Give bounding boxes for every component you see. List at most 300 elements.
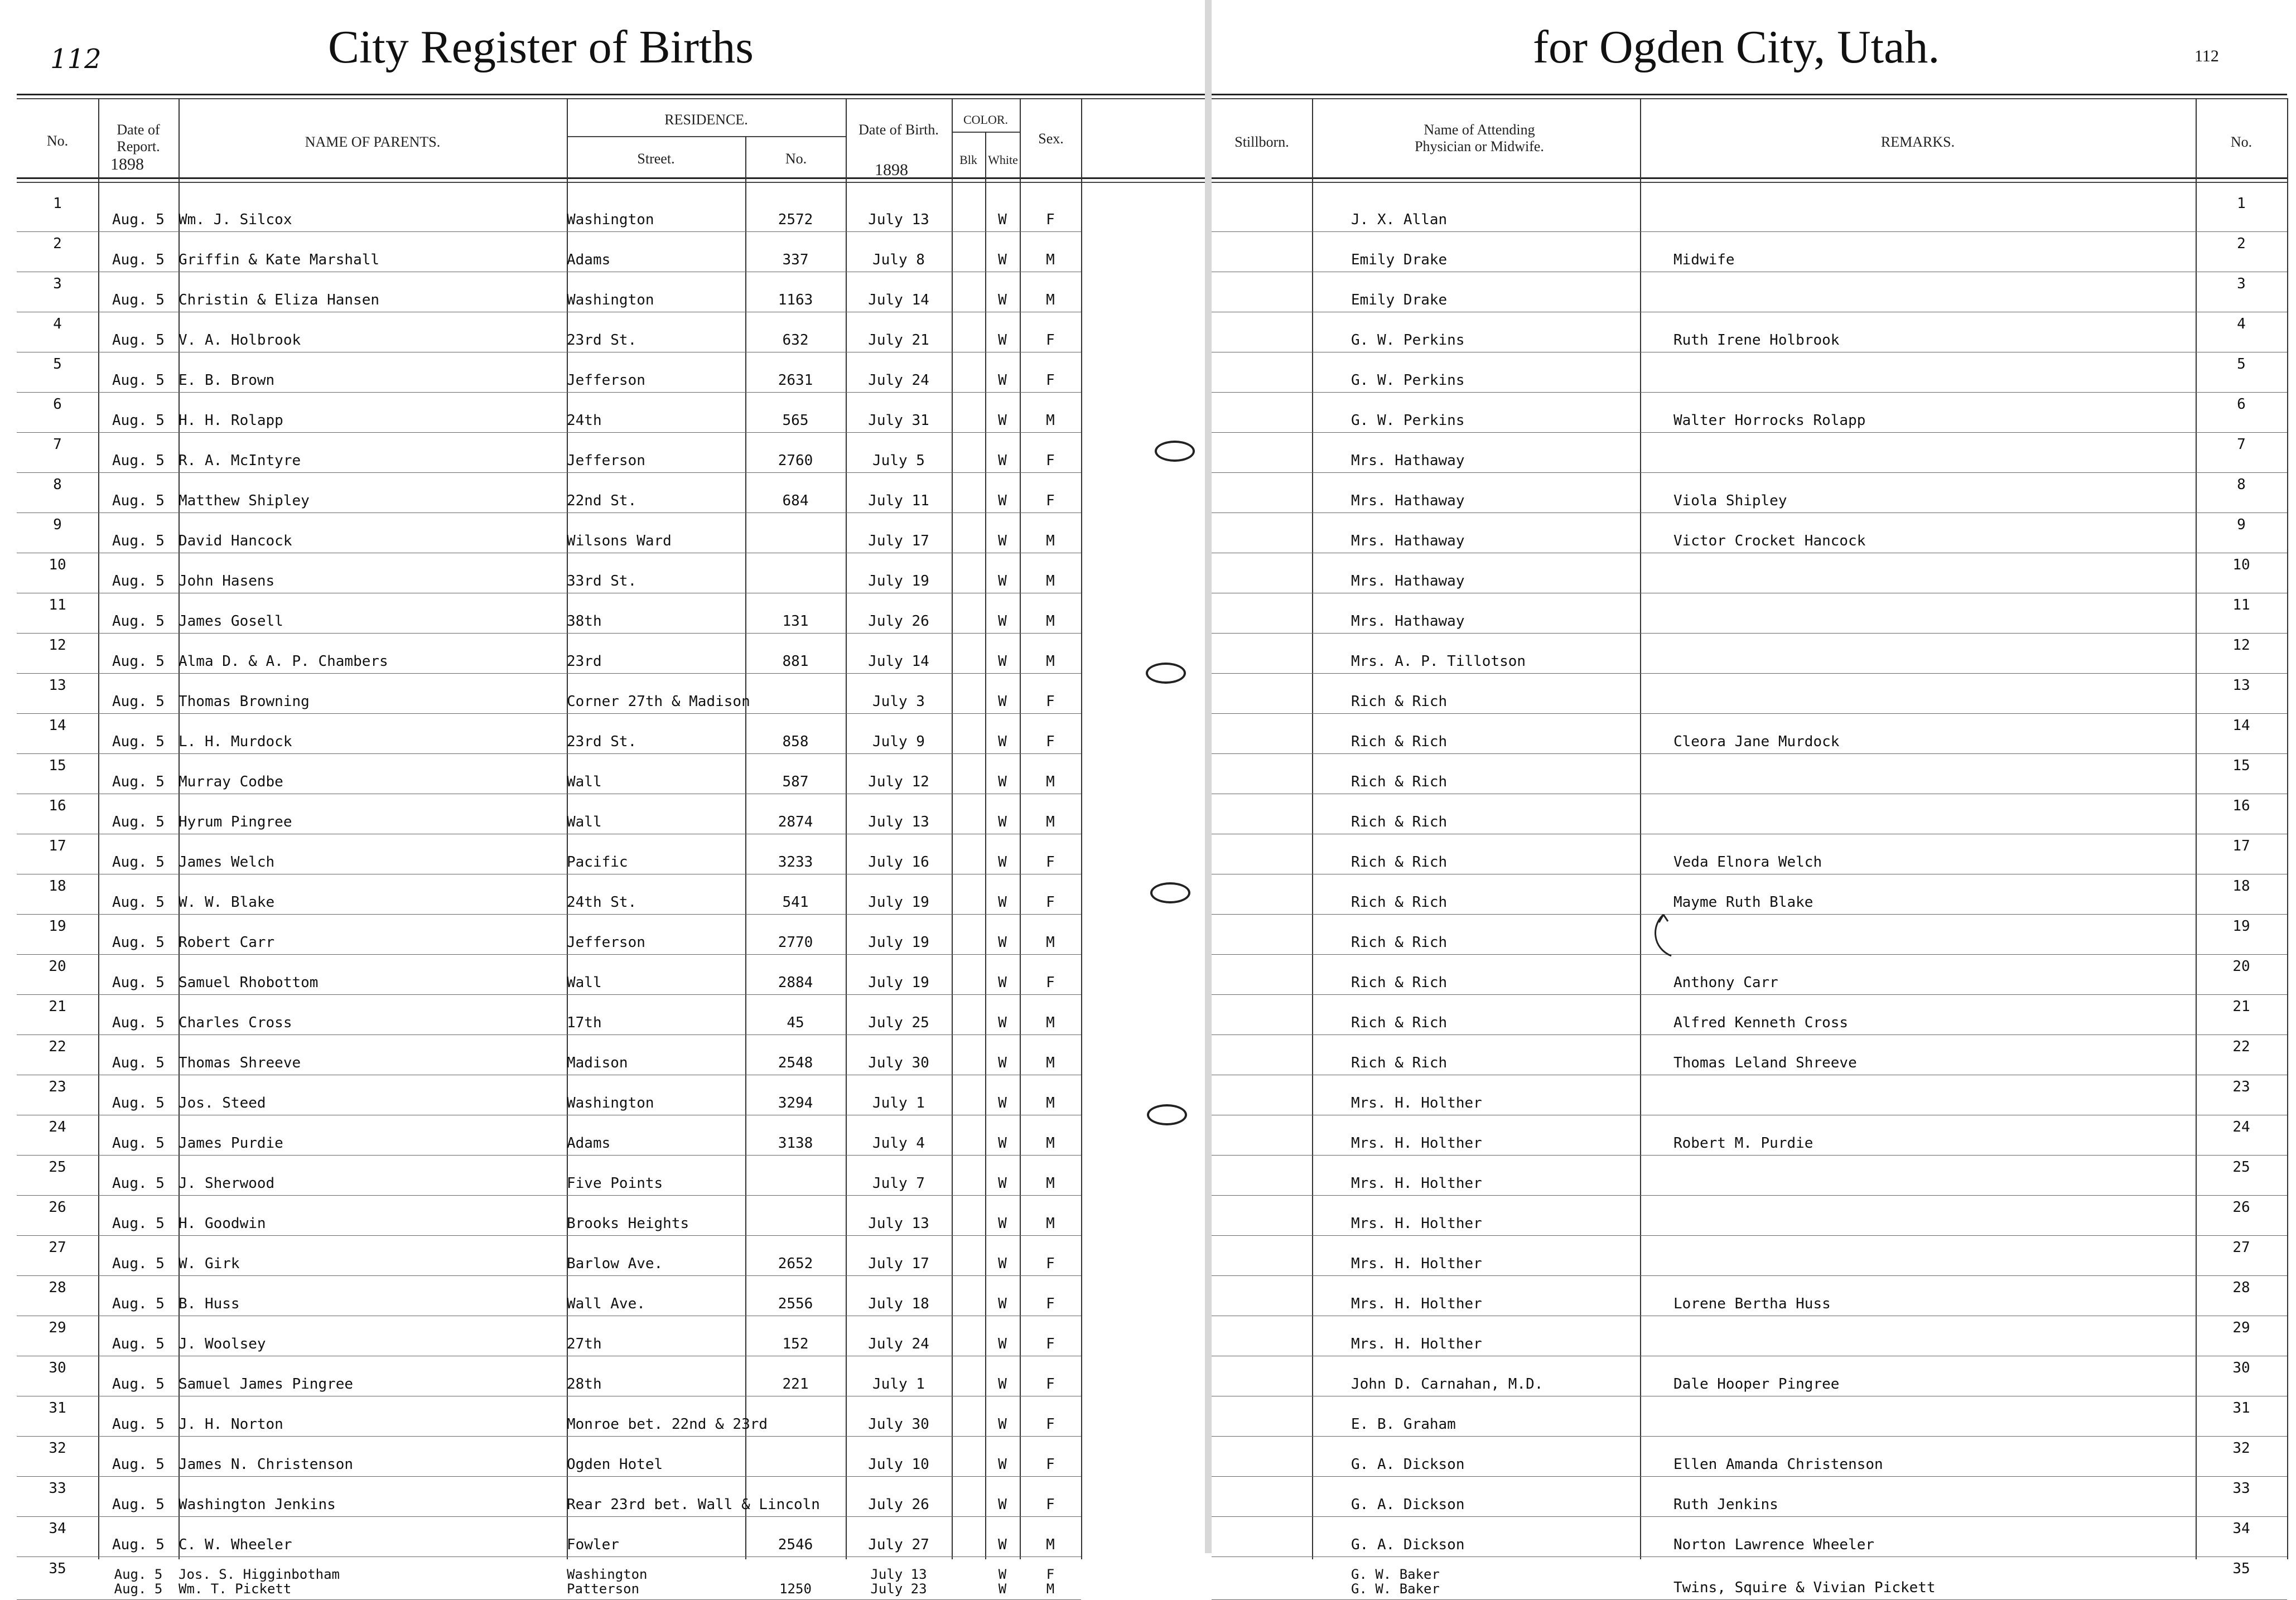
parents-name: James Welch xyxy=(179,834,567,874)
street-number: 3294 xyxy=(745,1075,846,1115)
sex xyxy=(1020,1557,1081,1600)
header-bottom-rule xyxy=(17,177,1205,179)
table-row xyxy=(1212,1196,2287,1236)
date-of-report xyxy=(98,1557,179,1600)
parents-name: Robert Carr xyxy=(179,915,567,955)
street: Wall Ave. xyxy=(567,1276,745,1316)
parents-name: David Hancock xyxy=(179,513,567,553)
stillborn xyxy=(1212,794,1312,834)
stillborn xyxy=(1212,232,1312,272)
row-number: 2 xyxy=(17,232,98,272)
color-blk xyxy=(952,272,985,312)
date-of-report: Aug. 5 xyxy=(98,473,179,513)
remarks: Viola Shipley xyxy=(1640,473,2196,513)
header-report-year: 1898 xyxy=(110,155,144,173)
attending-physician-line: G. W. Baker xyxy=(1351,1567,1440,1582)
color-blk xyxy=(952,634,985,674)
sex: M xyxy=(1020,1075,1081,1115)
attending-physician-line: G. W. Baker xyxy=(1351,1581,1440,1597)
row-number: 11 xyxy=(17,593,98,634)
table-row xyxy=(1212,1477,2287,1517)
attending-physician: Mrs. H. Holther xyxy=(1312,1276,1640,1316)
street-number: 541 xyxy=(745,874,846,915)
remarks: Alfred Kenneth Cross xyxy=(1640,995,2196,1035)
parents-name: Thomas Shreeve xyxy=(179,1035,567,1075)
col-rule xyxy=(1081,98,1082,1559)
street: 33rd St. xyxy=(567,553,745,593)
street-line: Washington xyxy=(567,1567,648,1582)
street: Adams xyxy=(567,232,745,272)
attending-physician: G. W. Perkins xyxy=(1312,393,1640,433)
date-of-birth: July 19 xyxy=(846,874,952,915)
date-of-report: Aug. 5 xyxy=(98,754,179,794)
row-number: 19 xyxy=(17,915,98,955)
remarks: Lorene Bertha Huss xyxy=(1640,1276,2196,1316)
table-row xyxy=(1212,272,2287,312)
row-number: 24 xyxy=(2196,1115,2287,1156)
street: Wall xyxy=(567,794,745,834)
date-of-birth: July 1 xyxy=(846,1356,952,1396)
stillborn xyxy=(1212,1316,1312,1356)
date-of-report: Aug. 5 xyxy=(98,272,179,312)
sex-line: F xyxy=(1046,1567,1055,1582)
color-blk xyxy=(952,995,985,1035)
stillborn xyxy=(1212,1276,1312,1316)
parents-name: Samuel James Pingree xyxy=(179,1356,567,1396)
header-no: No. xyxy=(46,133,69,149)
date-of-birth: July 5 xyxy=(846,433,952,473)
date-of-birth: July 12 xyxy=(846,754,952,794)
row-number: 12 xyxy=(2196,634,2287,674)
row-number: 19 xyxy=(2196,915,2287,955)
parents-name: W. W. Blake xyxy=(179,874,567,915)
row-number: 27 xyxy=(2196,1236,2287,1276)
street-number: 2874 xyxy=(745,794,846,834)
table-row xyxy=(1212,232,2287,272)
attending-physician: Mrs. H. Holther xyxy=(1312,1075,1640,1115)
date-of-birth: July 30 xyxy=(846,1396,952,1437)
color-blk xyxy=(952,553,985,593)
date-of-report: Aug. 5 xyxy=(98,1356,179,1396)
stillborn xyxy=(1212,955,1312,995)
color-blk xyxy=(952,1035,985,1075)
street: Barlow Ave. xyxy=(567,1236,745,1276)
color-blk xyxy=(952,513,985,553)
parents-name: E. B. Brown xyxy=(179,352,567,393)
remarks xyxy=(1640,1316,2196,1356)
stillborn xyxy=(1212,473,1312,513)
sex: M xyxy=(1020,634,1081,674)
table-row xyxy=(1212,553,2287,593)
row-number: 23 xyxy=(2196,1075,2287,1115)
date-of-birth: July 30 xyxy=(846,1035,952,1075)
sex: F xyxy=(1020,1437,1081,1477)
sex: F xyxy=(1020,955,1081,995)
parents-name: J. H. Norton xyxy=(179,1396,567,1437)
street: Wall xyxy=(567,754,745,794)
date-of-birth: July 13 xyxy=(846,1196,952,1236)
table-row xyxy=(1212,794,2287,834)
attending-physician: Mrs. Hathaway xyxy=(1312,433,1640,473)
row-number: 7 xyxy=(2196,433,2287,473)
row-number: 25 xyxy=(17,1156,98,1196)
remarks: Thomas Leland Shreeve xyxy=(1640,1035,2196,1075)
sex: M xyxy=(1020,393,1081,433)
sex: M xyxy=(1020,232,1081,272)
color-blk xyxy=(952,352,985,393)
page-number: 112 xyxy=(2194,47,2219,65)
parents-name: Washington Jenkins xyxy=(179,1477,567,1517)
color-blk xyxy=(952,1236,985,1276)
street-number-line: 1250 xyxy=(779,1581,812,1597)
color-blk xyxy=(952,192,985,232)
date-of-report: Aug. 5 xyxy=(98,874,179,915)
date-of-report: Aug. 5 xyxy=(98,513,179,553)
table-row xyxy=(17,874,1081,915)
attending-physician: Emily Drake xyxy=(1312,232,1640,272)
color-white: W xyxy=(985,1316,1020,1356)
sex: M xyxy=(1020,995,1081,1035)
color-blk xyxy=(952,834,985,874)
stillborn xyxy=(1212,1196,1312,1236)
table-row xyxy=(1212,1557,2287,1600)
street: Monroe bet. 22nd & 23rd xyxy=(567,1396,745,1437)
date-of-report: Aug. 5 xyxy=(98,553,179,593)
parents-name: J. Woolsey xyxy=(179,1316,567,1356)
attending-physician: Mrs. Hathaway xyxy=(1312,473,1640,513)
sex: M xyxy=(1020,1035,1081,1075)
parents-name: Jos. Steed xyxy=(179,1075,567,1115)
sex: F xyxy=(1020,473,1081,513)
sex: F xyxy=(1020,1396,1081,1437)
attending-physician: Mrs. A. P. Tillotson xyxy=(1312,634,1640,674)
remarks: Ellen Amanda Christenson xyxy=(1640,1437,2196,1477)
color-white: W xyxy=(985,1156,1020,1196)
street: 28th xyxy=(567,1356,745,1396)
color-white: W xyxy=(985,1236,1020,1276)
row-number: 6 xyxy=(2196,393,2287,433)
sex: M xyxy=(1020,513,1081,553)
remarks xyxy=(1640,915,2196,955)
date-of-report: Aug. 5 xyxy=(98,714,179,754)
table-row xyxy=(1212,1276,2287,1316)
remarks: Robert M. Purdie xyxy=(1640,1115,2196,1156)
date-of-report: Aug. 5 xyxy=(98,915,179,955)
parents-name: Thomas Browning xyxy=(179,674,567,714)
date-of-birth-line: July 13 xyxy=(870,1567,927,1582)
row-number: 32 xyxy=(17,1437,98,1477)
date-of-birth: July 8 xyxy=(846,232,952,272)
remarks xyxy=(1640,593,2196,634)
date-of-birth: July 19 xyxy=(846,553,952,593)
date-of-report: Aug. 5 xyxy=(98,1196,179,1236)
color-white: W xyxy=(985,433,1020,473)
street-number: 858 xyxy=(745,714,846,754)
row-number: 13 xyxy=(17,674,98,714)
table-row xyxy=(17,714,1081,754)
table-row xyxy=(1212,192,2287,232)
sex: F xyxy=(1020,1316,1081,1356)
header-physician: Name of Attending Physician or Midwife. xyxy=(1415,122,1544,154)
street-number: 2556 xyxy=(745,1276,846,1316)
table-row xyxy=(1212,874,2287,915)
row-number: 11 xyxy=(2196,593,2287,634)
row-number: 34 xyxy=(2196,1517,2287,1557)
remarks: Veda Elnora Welch xyxy=(1640,834,2196,874)
attending-physician: Rich & Rich xyxy=(1312,915,1640,955)
header-birth-year: 1898 xyxy=(875,161,908,179)
street-number: 2572 xyxy=(745,192,846,232)
street: 17th xyxy=(567,995,745,1035)
attending-physician: Rich & Rich xyxy=(1312,955,1640,995)
table-row xyxy=(17,393,1081,433)
color-blk xyxy=(952,473,985,513)
date-of-birth: July 17 xyxy=(846,513,952,553)
row-number: 5 xyxy=(17,352,98,393)
row-number: 7 xyxy=(17,433,98,473)
table-row xyxy=(17,794,1081,834)
stillborn xyxy=(1212,1437,1312,1477)
row-number: 22 xyxy=(2196,1035,2287,1075)
parents-name: Griffin & Kate Marshall xyxy=(179,232,567,272)
color-white: W xyxy=(985,1356,1020,1396)
table-row xyxy=(17,312,1081,352)
header-stillborn: Stillborn. xyxy=(1234,134,1289,150)
attending-physician: Rich & Rich xyxy=(1312,714,1640,754)
remarks xyxy=(1640,433,2196,473)
color-blk xyxy=(952,915,985,955)
parents-name: James Gosell xyxy=(179,593,567,634)
row-number: 10 xyxy=(17,553,98,593)
row-number: 20 xyxy=(2196,955,2287,995)
row-number: 32 xyxy=(2196,1437,2287,1477)
row-number: 29 xyxy=(2196,1316,2287,1356)
date-of-report: Aug. 5 xyxy=(98,352,179,393)
row-number: 10 xyxy=(2196,553,2287,593)
table-row xyxy=(1212,754,2287,794)
date-of-report: Aug. 5 xyxy=(98,1075,179,1115)
attending-physician: G. A. Dickson xyxy=(1312,1437,1640,1477)
street-number: 1163 xyxy=(745,272,846,312)
date-of-birth: July 26 xyxy=(846,1477,952,1517)
remarks: Ruth Jenkins xyxy=(1640,1477,2196,1517)
color-white: W xyxy=(985,393,1020,433)
table-row xyxy=(1212,634,2287,674)
sex: M xyxy=(1020,1115,1081,1156)
color-blk xyxy=(952,1396,985,1437)
stillborn xyxy=(1212,1356,1312,1396)
row-number: 23 xyxy=(17,1075,98,1115)
header-date-of-report: Date of Report. xyxy=(117,122,160,154)
parents-name: James Purdie xyxy=(179,1115,567,1156)
color-white: W xyxy=(985,1477,1020,1517)
binder-hole xyxy=(1146,663,1186,684)
date-of-report: Aug. 5 xyxy=(98,1035,179,1075)
street: Wilsons Ward xyxy=(567,513,745,553)
attending-physician: G. W. Perkins xyxy=(1312,352,1640,393)
color-blk xyxy=(952,874,985,915)
sex: M xyxy=(1020,794,1081,834)
attending-physician: Rich & Rich xyxy=(1312,794,1640,834)
color-white xyxy=(985,1557,1020,1600)
stillborn xyxy=(1212,674,1312,714)
street: 22nd St. xyxy=(567,473,745,513)
header-street: Street. xyxy=(637,151,675,167)
stillborn xyxy=(1212,1236,1312,1276)
register-title-continued: for Ogden City, Utah. xyxy=(1533,21,1940,73)
street-number: 337 xyxy=(745,232,846,272)
remarks xyxy=(1640,272,2196,312)
date-of-report-line: Aug. 5 xyxy=(114,1581,163,1597)
date-of-birth: July 3 xyxy=(846,674,952,714)
stillborn xyxy=(1212,754,1312,794)
color-white: W xyxy=(985,995,1020,1035)
row-number: 28 xyxy=(2196,1276,2287,1316)
remarks: Anthony Carr xyxy=(1640,955,2196,995)
date-of-birth: July 24 xyxy=(846,1316,952,1356)
attending-physician: Rich & Rich xyxy=(1312,754,1640,794)
stillborn xyxy=(1212,1396,1312,1437)
street-number xyxy=(745,674,846,714)
table-row xyxy=(17,634,1081,674)
color-white-line: W xyxy=(998,1581,1007,1597)
header-name-of-parents: NAME OF PARENTS. xyxy=(305,134,441,150)
row-number: 35 xyxy=(17,1557,98,1600)
row-number: 25 xyxy=(2196,1156,2287,1196)
right-page xyxy=(1212,10,2296,1597)
remarks xyxy=(1640,1196,2196,1236)
date-of-report: Aug. 5 xyxy=(98,634,179,674)
street: Five Points xyxy=(567,1156,745,1196)
street: Washington xyxy=(567,192,745,232)
date-of-birth: July 31 xyxy=(846,393,952,433)
sex: F xyxy=(1020,834,1081,874)
row-number: 16 xyxy=(2196,794,2287,834)
date-of-birth: July 16 xyxy=(846,834,952,874)
color-white: W xyxy=(985,473,1020,513)
row-number: 8 xyxy=(2196,473,2287,513)
street: Ogden Hotel xyxy=(567,1437,745,1477)
remarks xyxy=(1640,754,2196,794)
date-of-birth: July 7 xyxy=(846,1156,952,1196)
date-of-report: Aug. 5 xyxy=(98,1477,179,1517)
remarks: Ruth Irene Holbrook xyxy=(1640,312,2196,352)
color-blk xyxy=(952,1517,985,1557)
table-row xyxy=(17,1115,1081,1156)
parents-name: J. Sherwood xyxy=(179,1156,567,1196)
left-page xyxy=(0,10,1205,1597)
remarks xyxy=(1640,634,2196,674)
parents-name: Christin & Eliza Hansen xyxy=(179,272,567,312)
table-row xyxy=(17,1396,1081,1437)
attending-physician: Rich & Rich xyxy=(1312,674,1640,714)
remarks: Mayme Ruth Blake xyxy=(1640,874,2196,915)
street xyxy=(567,1557,745,1600)
table-row xyxy=(1212,1115,2287,1156)
color-white: W xyxy=(985,192,1020,232)
table-row xyxy=(17,1316,1081,1356)
table-row xyxy=(1212,915,2287,955)
row-number: 1 xyxy=(17,192,98,232)
stillborn xyxy=(1212,714,1312,754)
street: 23rd St. xyxy=(567,714,745,754)
attending-physician: Rich & Rich xyxy=(1312,995,1640,1035)
binder-hole xyxy=(1150,882,1190,903)
street: Wall xyxy=(567,955,745,995)
color-blk xyxy=(952,1075,985,1115)
color-white: W xyxy=(985,874,1020,915)
row-number: 26 xyxy=(17,1196,98,1236)
color-blk xyxy=(952,232,985,272)
row-number: 18 xyxy=(2196,874,2287,915)
table-row xyxy=(17,1075,1081,1115)
header-white: White xyxy=(988,153,1018,167)
date-of-birth: July 24 xyxy=(846,352,952,393)
row-number: 35 xyxy=(2196,1557,2287,1600)
table-row xyxy=(17,433,1081,473)
table-row xyxy=(1212,955,2287,995)
row-number: 30 xyxy=(2196,1356,2287,1396)
color-white: W xyxy=(985,714,1020,754)
stillborn xyxy=(1212,433,1312,473)
date-of-report: Aug. 5 xyxy=(98,955,179,995)
header-no-right: No. xyxy=(2230,134,2252,150)
color-white: W xyxy=(985,915,1020,955)
stillborn xyxy=(1212,915,1312,955)
remarks: Twins, Squire & Vivian Pickett xyxy=(1640,1557,2196,1600)
row-number: 8 xyxy=(17,473,98,513)
color-white: W xyxy=(985,1196,1020,1236)
sex: F xyxy=(1020,192,1081,232)
street: 38th xyxy=(567,593,745,634)
date-of-birth: July 19 xyxy=(846,915,952,955)
remarks xyxy=(1640,352,2196,393)
remarks: Walter Horrocks Rolapp xyxy=(1640,393,2196,433)
sex: M xyxy=(1020,553,1081,593)
row-number: 1 xyxy=(2196,192,2287,232)
street: Fowler xyxy=(567,1517,745,1557)
table-row xyxy=(17,1517,1081,1557)
header-top-rule-2 xyxy=(17,98,1205,99)
date-of-report: Aug. 5 xyxy=(98,393,179,433)
color-white-line: W xyxy=(998,1567,1007,1582)
header-residence: RESIDENCE. xyxy=(664,112,748,128)
sex-line: M xyxy=(1046,1581,1055,1597)
street: Jefferson xyxy=(567,915,745,955)
parents-name: Charles Cross xyxy=(179,995,567,1035)
table-row xyxy=(1212,1356,2287,1396)
stillborn xyxy=(1212,1035,1312,1075)
color-white: W xyxy=(985,674,1020,714)
stillborn xyxy=(1212,1477,1312,1517)
street-number: 3138 xyxy=(745,1115,846,1156)
date-of-birth xyxy=(846,1557,952,1600)
table-row xyxy=(1212,352,2287,393)
row-number: 5 xyxy=(2196,352,2287,393)
remarks: Cleora Jane Murdock xyxy=(1640,714,2196,754)
street-number: 2548 xyxy=(745,1035,846,1075)
street-number: 587 xyxy=(745,754,846,794)
color-white: W xyxy=(985,513,1020,553)
street-number: 684 xyxy=(745,473,846,513)
street-number xyxy=(745,1557,846,1600)
color-white: W xyxy=(985,1517,1020,1557)
row-number: 3 xyxy=(17,272,98,312)
date-of-report: Aug. 5 xyxy=(98,1156,179,1196)
parents-name-line: Wm. T. Pickett xyxy=(179,1581,292,1597)
row-number: 31 xyxy=(2196,1396,2287,1437)
parents-name: C. W. Wheeler xyxy=(179,1517,567,1557)
